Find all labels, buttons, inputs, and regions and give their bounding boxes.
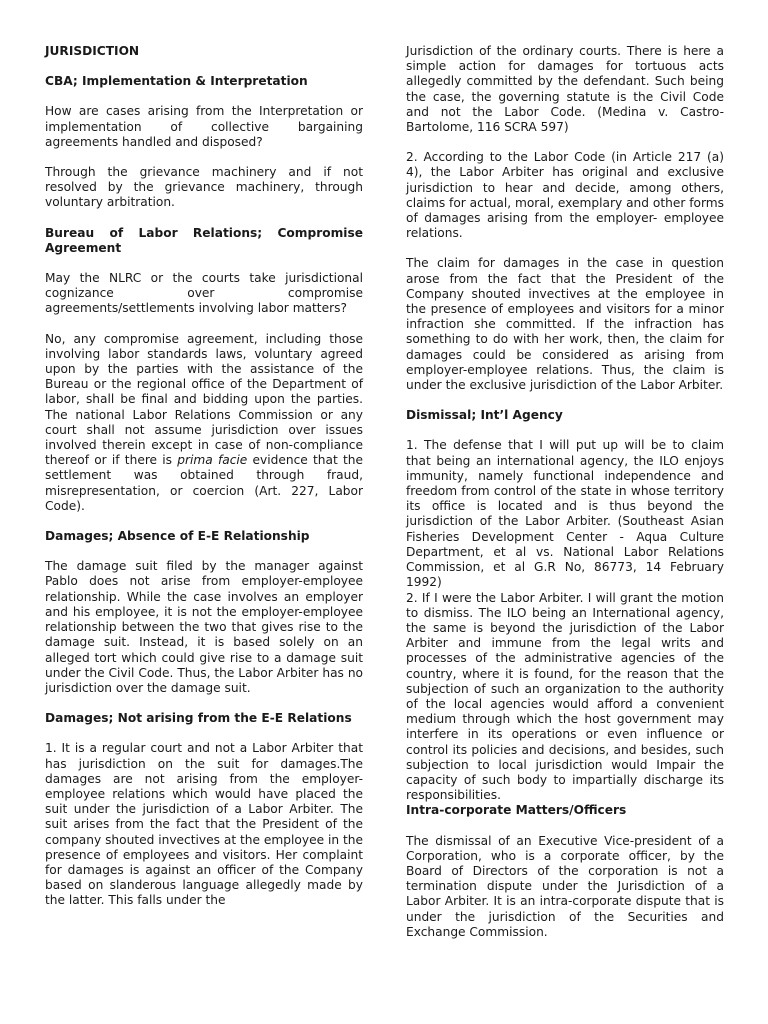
question-paragraph: May the NLRC or the courts take jurisdictional cognizance over compromise agreements/settlements involving labor matters? [45,271,363,316]
answer-text: No, any compromise agreement, including those involving labor standards laws, voluntary agreed upon by the parties with the assistance of the Bureau or the regional office of the Department of labor, shall be final and bidding upon the parties. The national Labor Relations Commission or any court shall not assume jurisdiction over issues involved therein except in case of non-compliance thereof or if there is [45,331,363,468]
right-column [406,44,724,955]
body-paragraph: The dismissal of an Executive Vice-president of a Corporation, who is a corporate officer, by the Board of Directors of the corporation is not a termination dispute under the Jurisdiction of a Labor Arbiter. It is an intra-corporate dispute that is under the jurisdiction of the Securities and Exchange Commission. [406,833,724,939]
section-heading: Intra-corporate Matters/Officers [406,803,627,818]
body-paragraph: 1. It is a regular court and not a Labor Arbiter that has jurisdiction on the suit for damages.The damages are not arising from the employer-employee relations which would have placed the suit under the jurisdiction of a Labor Arbiter. The suit arises from the fact that the President of the company shouted invectives at the employee in the presence of employees and visitors. Her complaint for damages is against an officer of the Company based on slanderous language allegedly made by the latter. This falls under the [45,741,363,908]
section-heading: Damages; Absence of E-E Relationship [45,529,310,544]
body-paragraph: Jurisdiction of the ordinary courts. There is here a simple action for damages for tortuous acts allegedly committed by the defendant. Such being the case, the governing statute is the Civil Code and not the Labor Code. (Medina v. Castro-Bartolome, 116 SCRA 597) [406,44,724,135]
body-paragraph: The damage suit filed by the manager against Pablo does not arise from employer-employee relationship. While the case involves an employer and his employee, it is not the employer-employee relationship between the two that gives rise to the damage suit. Instead, it is based solely on an alleged tort which could give rise to a damage suit under the Civil Code. Thus, the Labor Arbiter has no jurisdiction over the damage suit. [45,559,363,695]
body-paragraph: 1. The defense that I will put up will be to claim that being an international agency, the ILO enjoys immunity, namely functional independence and freedom from control of the state in whose territory its office is located and is thus beyond the jurisdiction of the Labor Arbiter. (Southeast Asian Fisheries Development Center - Aqua Culture Department, et al vs. National Labor Relations Commission, et al G.R No, 86773, 14 February 1992) [406,438,724,590]
question-paragraph: How are cases arising from the Interpretation or implementation of collective bargaining agreements handled and disposed? [45,104,363,149]
answer-paragraph: Through the grievance machinery and if not resolved by the grievance machinery, through voluntary arbitration. [45,165,363,210]
answer-paragraph [45,332,363,514]
body-paragraph: The claim for damages in the case in question arose from the fact that the President of the Company shouted invectives at the employee in the presence of employees and visitors for a minor infraction she committed. If the infraction has something to do with her work, then, the claim for damages could be considered as arising from employer-employee relations. Thus, the claim is under the exclusive jurisdiction of the Labor Arbiter. [406,256,724,393]
left-column [45,44,363,924]
section-heading: CBA; Implementation & Interpretation [45,74,308,89]
section-heading: Dismissal; Int’l Agency [406,408,563,423]
answer-text: evidence that the settlement was obtained through fraud, misrepresentation, or coercion (Art. 227, Labor Code). [45,453,363,513]
document-title: JURISDICTION [45,44,140,58]
body-paragraph: 2. If I were the Labor Arbiter. I will grant the motion to dismiss. The ILO being an International agency, the same is beyond the jurisdiction of the Labor Arbiter and immune from the legal writs and processes of the administrative agencies of the country, where it is found, for the reason that the subjection of such an organization to the authority of the local agencies would afford a convenient medium through which the host government may interfere in its operations or even influence or control its policies and decisions, and besides, such subjection to local jurisdiction would Impair the capacity of such body to impartially discharge its responsibilities. [406,590,724,803]
section-heading: Damages; Not arising from the E-E Relations [45,711,352,726]
section-heading: Bureau of Labor Relations; Compromise Agreement [45,225,363,255]
body-paragraph: 2. According to the Labor Code (in Article 217 (a) 4), the Labor Arbiter has original and exclusive jurisdiction to hear and decide, among others, claims for actual, moral, exemplary and other forms of damages arising from the employer- employee relations. [406,150,724,241]
italic-term: prima facie [177,453,248,468]
